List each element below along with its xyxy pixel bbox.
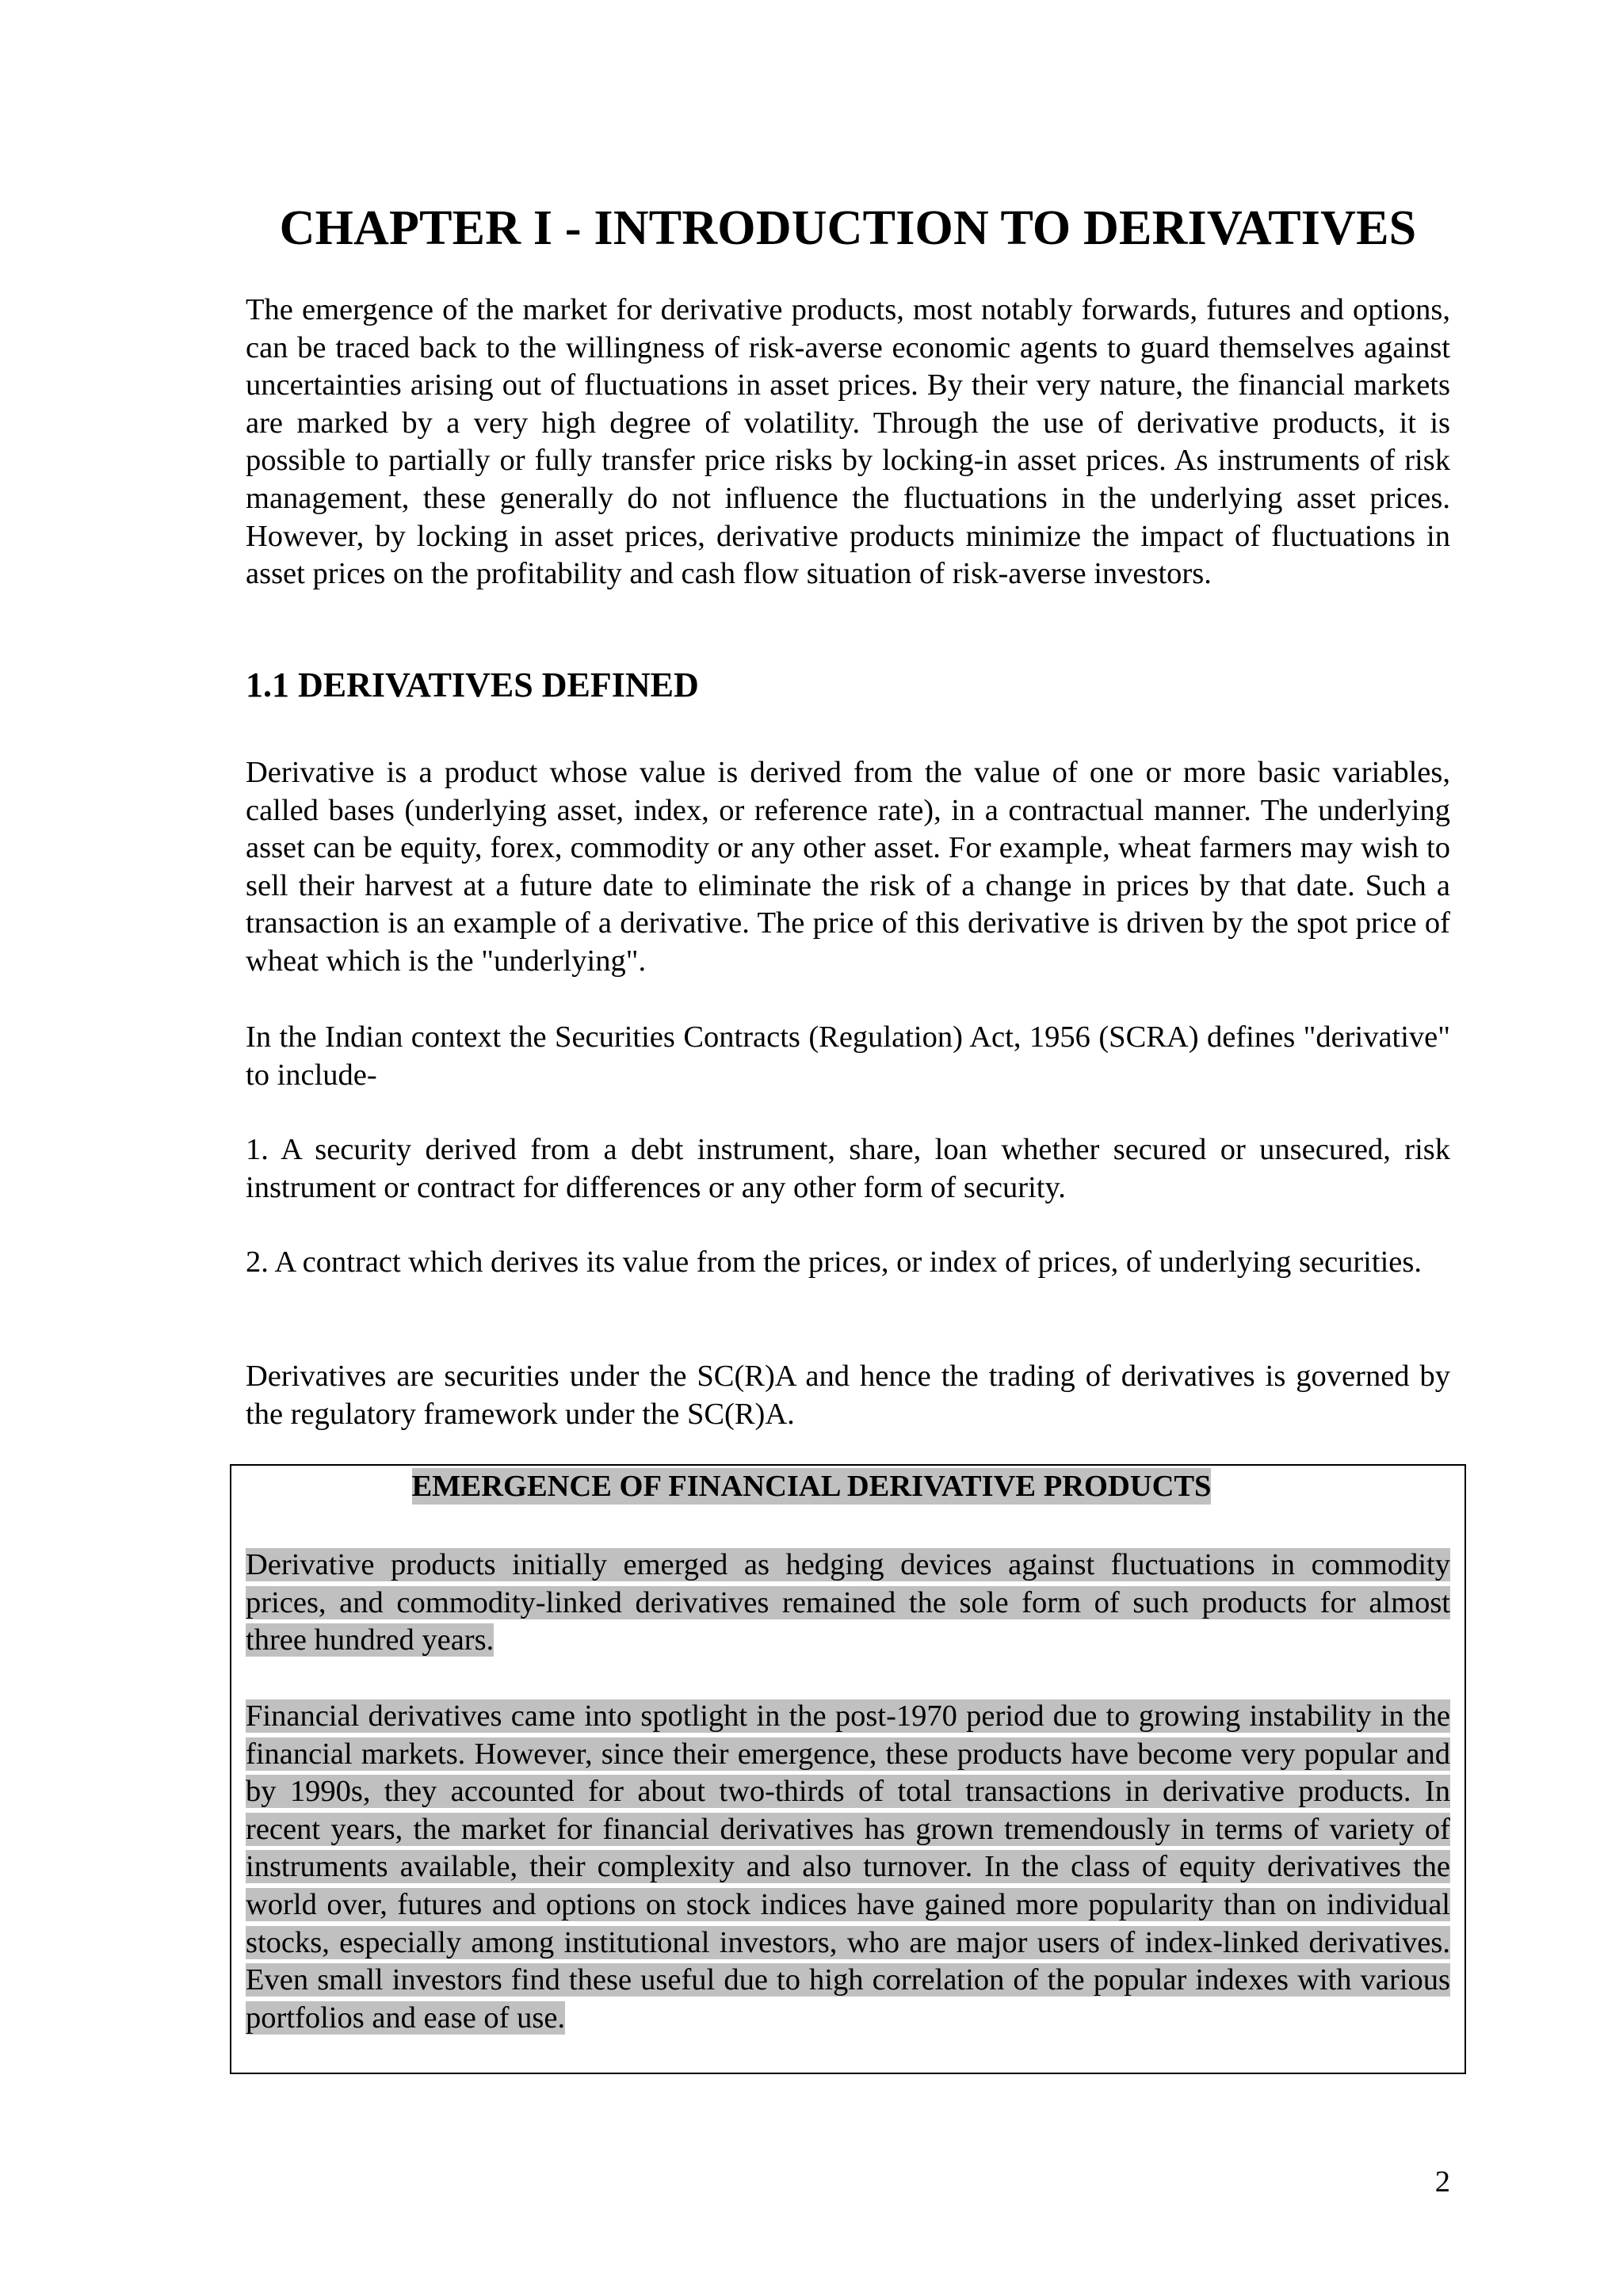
box-paragraph-2 bbox=[246, 1698, 1450, 2037]
page-number: 2 bbox=[1434, 2165, 1450, 2199]
intro-paragraph: The emergence of the market for derivative products, most notably forwards, futures and options, can be traced back to the willingness of risk-averse economic agents to guard themselves against uncertainties arising out of fluctuations in asset prices. By their very nature, the financial markets are marked by a very high degree of volatility. Through the use of derivative products, it is possible to partially or fully transfer price risks by locking-in asset prices. As instruments of risk management, these generally do not influence the fluctuations in the underlying asset prices. However, by locking in asset prices, derivative products minimize the impact of fluctuations in asset prices on the profitability and cash flow situation of risk-averse investors. bbox=[246, 293, 1450, 591]
box-title: EMERGENCE OF FINANCIAL DERIVATIVE PRODUCTS bbox=[411, 1470, 1212, 1503]
definition-paragraph: Derivative is a product whose value is derived from the value of one or more basic variables, called bases (underlying asset, index, or reference rate), in a contractual manner. The underlying asset can be equity, forex, commodity or any other asset. For example, wheat farmers may wish to sell their harvest at a future date to eliminate the risk of a change in prices by that date. Such a transaction is an example of a derivative. The price of this derivative is driven by the spot price of wheat which is the "underlying". bbox=[246, 756, 1450, 978]
box-title-container bbox=[0, 1467, 1623, 1505]
box-paragraph-2-text: Financial derivatives came into spotlight in the post-1970 period due to growing instability in the financial markets. However, since their emergence, these products have become very popular and by 1990s, they accounted for about two-thirds of total transactions in derivative products. In recent years, the market for financial derivatives has grown tremendously in terms of variety of instruments available, their complexity and also turnover. In the class of equity derivatives the world over, futures and options on stock indices have gained more popularity than on individual stocks, especially among institutional investors, who are major users of index-linked derivatives. Even small investors find these useful due to high correlation of the popular indexes with various portfolios and ease of use. bbox=[246, 1699, 1450, 2035]
governance-paragraph: Derivatives are securities under the SC(R)A and hence the trading of derivatives is governed by the regulatory framework under the SC(R)A. bbox=[246, 1360, 1450, 1431]
box-paragraph-1-text: Derivative products initially emerged as hedging devices against fluctuations in commodity prices, and commodity-linked derivatives remained the sole form of such products for almost three hundred years. bbox=[246, 1548, 1450, 1657]
section-heading: 1.1 DERIVATIVES DEFINED bbox=[246, 666, 699, 704]
list-item-1: 1. A security derived from a debt instrument, share, loan whether secured or unsecured, risk instrument or contract for differences or any other form of security. bbox=[246, 1133, 1450, 1204]
chapter-title: CHAPTER I - INTRODUCTION TO DERIVATIVES bbox=[279, 201, 1417, 255]
list-item-2: 2. A contract which derives its value from the prices, or index of prices, of underlying securities. bbox=[246, 1245, 1422, 1279]
box-paragraph-1 bbox=[246, 1547, 1450, 1660]
scra-paragraph: In the Indian context the Securities Contracts (Regulation) Act, 1956 (SCRA) defines "derivative" to include- bbox=[246, 1020, 1450, 1092]
